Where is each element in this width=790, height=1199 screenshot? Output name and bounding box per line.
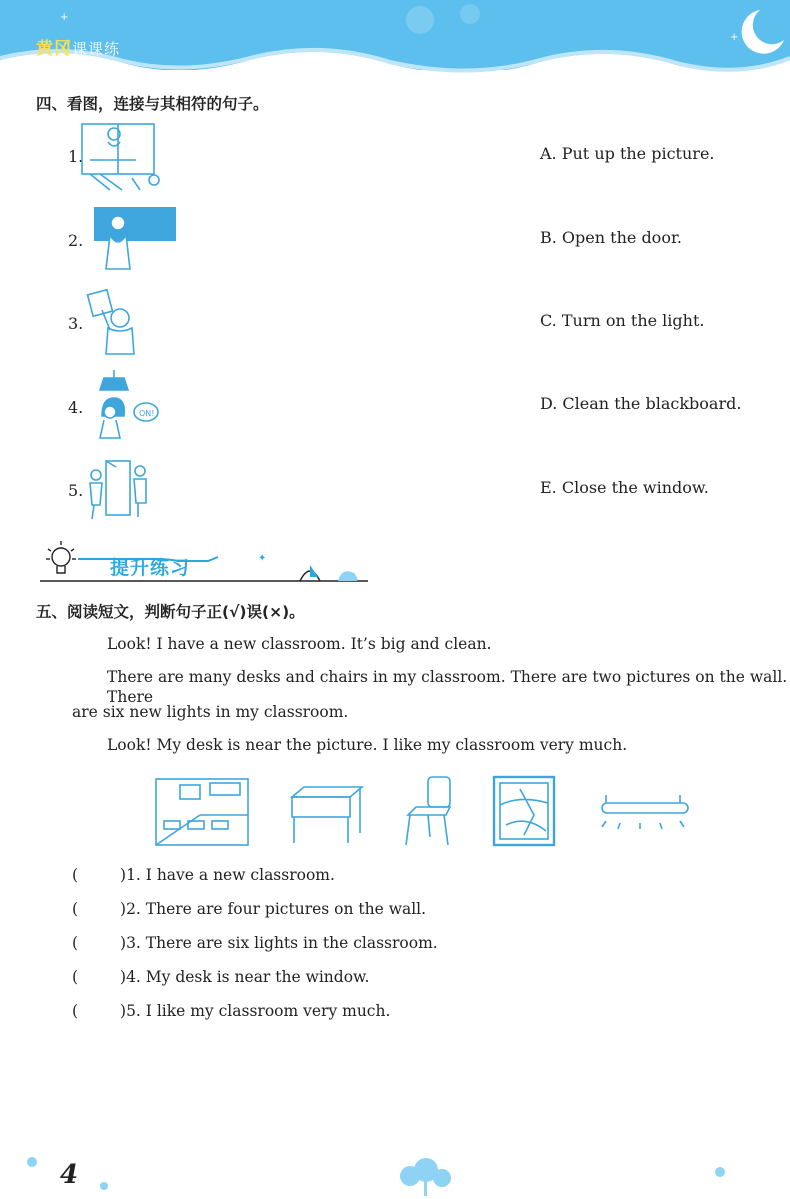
passage-line-4: Look! My desk is near the picture. I like my classroom very much. [107,736,628,754]
question-1: ( )1. I have a new classroom. [72,866,335,884]
option-b: B. Open the door. [540,228,682,247]
lightbulb-icon [46,541,76,573]
passage-line-1: Look! I have a new classroom. It’s big and clean. [107,635,492,653]
chair-drawing [406,777,450,845]
clean-blackboard-picture [80,205,180,277]
light-tube-drawing [602,795,688,829]
option-e: E. Close the window. [540,478,709,497]
footer-decoration [0,1150,790,1199]
item-number-1: 1. [68,147,84,166]
passage-line-2: There are many desks and chairs in my classroom. There are two pictures on the wall. There [107,668,788,706]
open-door-picture [80,455,160,525]
answer-blank[interactable]: ( [72,968,79,986]
question-4: ( )4. My desk is near the window. [72,968,370,986]
practice-label: 提升练习 [110,557,191,579]
classroom-drawing [156,779,248,845]
svg-text:+: + [730,32,739,43]
section5-title: 五、阅读短文，判断句子正(√)误(×)。 [36,603,305,621]
turn-on-light-picture [80,368,170,440]
page-number: 4 [60,1160,79,1190]
classroom-drawings [150,775,700,850]
put-up-picture-picture [80,288,160,360]
option-c: C. Turn on the light. [540,311,705,330]
question-3: ( )3. There are six lights in the classroom. [72,934,438,952]
practice-banner [38,537,368,585]
question-2: ( )2. There are four pictures on the wall. [72,900,427,918]
svg-text:✦: ✦ [258,553,267,564]
desk-drawing [292,787,362,843]
svg-text:+: + [60,12,69,23]
question-5: ( )5. I like my classroom very much. [72,1002,391,1020]
item-number-4: 4. [68,398,84,417]
section4-title: 四、看图，连接与其相符的句子。 [36,95,269,113]
brand-rest: 课课练 [72,40,121,58]
brand-highlight: 黄冈 [36,39,72,59]
brand-logo [36,34,120,59]
item-number-3: 3. [68,314,84,333]
passage-line-3: are six new lights in my classroom. [72,703,349,721]
option-a: A. Put up the picture. [540,144,715,163]
close-window-picture [80,120,170,192]
picture-frame-drawing [494,777,554,845]
option-d: D. Clean the blackboard. [540,394,742,413]
item-number-2: 2. [68,231,84,250]
answer-blank[interactable]: ( [72,866,79,884]
item-number-5: 5. [68,481,84,500]
answer-blank[interactable]: ( [72,934,79,952]
answer-blank[interactable]: ( [72,900,79,918]
answer-blank[interactable]: ( [72,1002,79,1020]
on-sign: ON! [139,409,155,418]
